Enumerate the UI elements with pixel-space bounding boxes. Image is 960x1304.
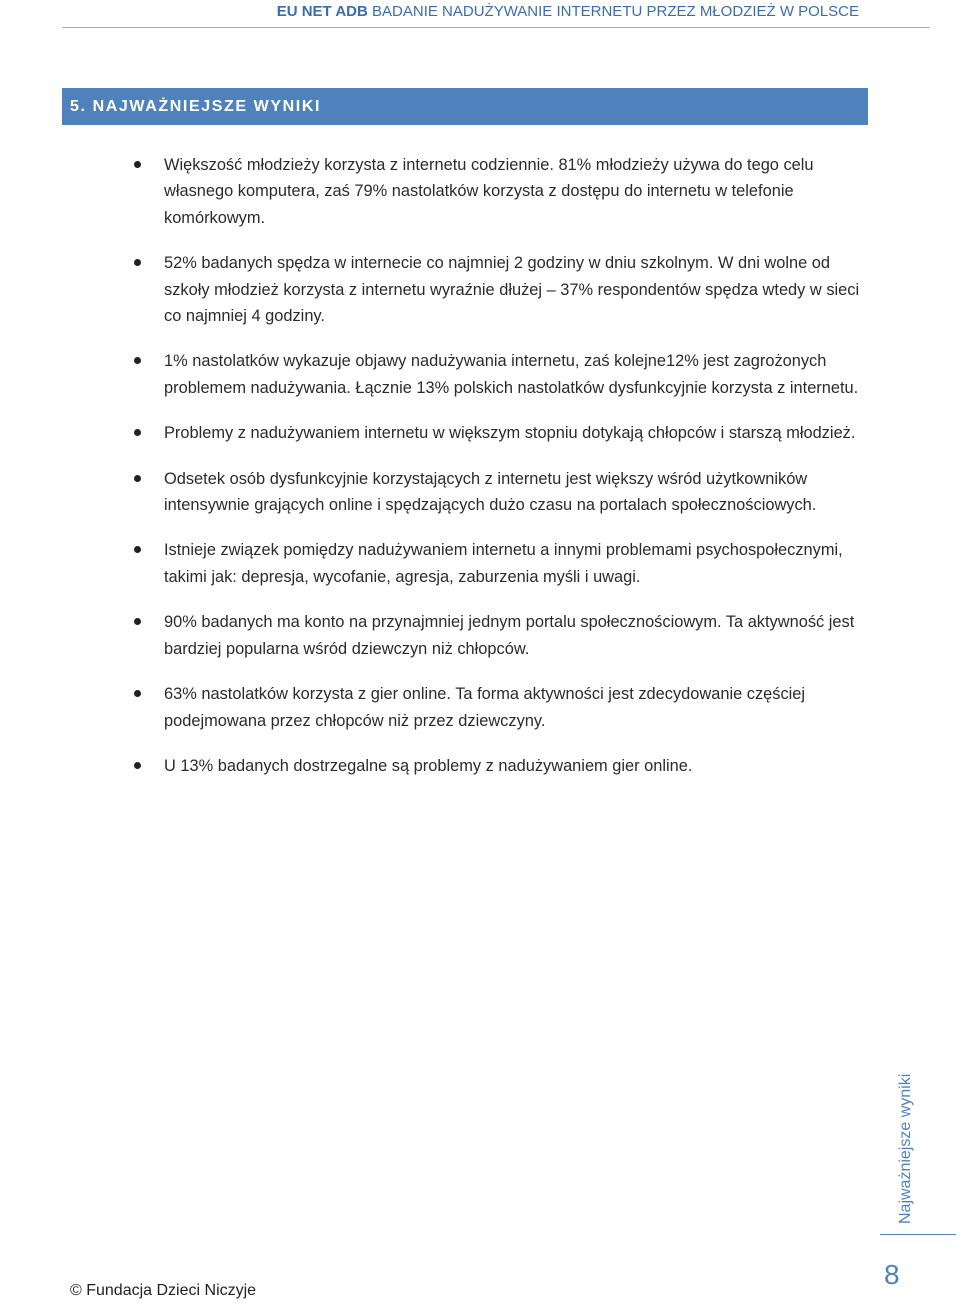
- list-item: [0, 609, 960, 662]
- sidebar-section-label: Najważniejsze wyniki: [897, 1073, 914, 1224]
- finding-text: 90% badanych ma konto na przynajmniej jednym portalu społecznościowym. Ta aktywność jest bardziej popularna wśród dziewczyn niż chłopców.: [164, 613, 855, 658]
- list-item: [0, 537, 960, 590]
- header-title: BADANIE NADUŻYWANIE INTERNETU PRZEZ MŁODZIEŻ W POLSCE: [367, 3, 859, 20]
- list-item: [0, 420, 960, 446]
- bullet-icon: [134, 546, 141, 553]
- finding-text: Odsetek osób dysfunkcyjnie korzystających z internetu jest większy wśród użytkowników intensywnie grających online i spędzających dużo czasu na portalach społecznościowych.: [164, 469, 817, 515]
- bullet-icon: [134, 357, 141, 364]
- list-item: [0, 466, 960, 519]
- bullet-icon: [134, 259, 141, 266]
- header-rule: [62, 27, 930, 28]
- finding-text: 63% nastolatków korzysta z gier online. Ta forma aktywności jest zdecydowanie częściej podejmowana przez chłopców niż przez dziewczyny.: [164, 685, 806, 730]
- finding-text: Większość młodzieży korzysta z internetu codziennie. 81% młodzieży używa do tego celu własnego komputera, zaś 79% nastolatków korzysta z dostępu do internetu w telefonie komórkowym.: [164, 156, 814, 227]
- finding-text: 1% nastolatków wykazuje objawy nadużywania internetu, zaś kolejne12% jest zagrożonych problemem nadużywania. Łącznie 13% polskich nastolatków dysfunkcyjnie korzysta z internetu.: [164, 352, 859, 397]
- list-item: [0, 152, 960, 231]
- list-item: [0, 753, 960, 779]
- bullet-icon: [134, 475, 141, 482]
- page-number: 8: [884, 1259, 900, 1290]
- footer-rule: [880, 1234, 956, 1235]
- findings-list: [0, 152, 960, 798]
- header-org: EU NET ADB: [276, 3, 368, 20]
- bullet-icon: [134, 161, 141, 168]
- finding-text: Istnieje związek pomiędzy nadużywaniem internetu a innymi problemami psychospołecznymi, takimi jak: depresja, wycofanie, agresja, zaburzenia myśli i uwagi.: [164, 541, 843, 586]
- bullet-icon: [134, 690, 141, 697]
- finding-text: 52% badanych spędza w internecie co najmniej 2 godziny w dniu szkolnym. W dni wolne od szkoły młodzież korzysta z internetu wyraźnie dłużej – 37% respondentów spędza wtedy w sieci co najmniej 4 godziny.: [164, 254, 860, 326]
- running-header: [277, 2, 859, 22]
- list-item: [0, 681, 960, 734]
- finding-text: Problemy z nadużywaniem internetu w większym stopniu dotykają chłopców i starszą młodzież.: [164, 424, 856, 443]
- list-item: [0, 250, 960, 329]
- list-item: [0, 348, 960, 401]
- bullet-icon: [134, 762, 141, 769]
- finding-text: U 13% badanych dostrzegalne są problemy z nadużywaniem gier online.: [164, 756, 693, 775]
- bullet-icon: [134, 429, 141, 436]
- copyright-notice: © Fundacja Dzieci Niczyje: [70, 1282, 257, 1299]
- section-heading: 5. NAJWAŻNIEJSZE WYNIKI: [62, 88, 868, 125]
- bullet-icon: [134, 618, 141, 625]
